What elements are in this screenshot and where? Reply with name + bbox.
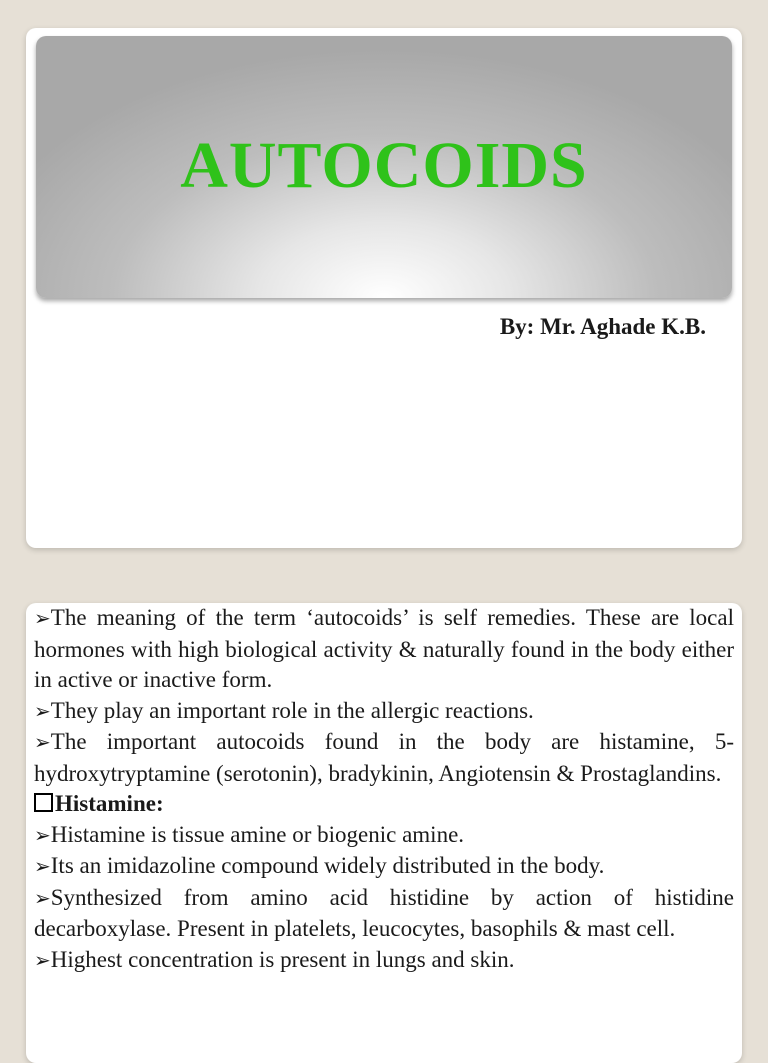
heading-text: Histamine: xyxy=(55,791,164,816)
bullet-text: The meaning of the term ‘autocoids’ is self remedies. These are local hormones with high biological activity & naturally found in the body either in active or inactive form. xyxy=(34,605,734,692)
title-slide xyxy=(26,28,742,548)
bullet-text: Highest concentration is present in lungs and skin. xyxy=(50,946,515,972)
arrow-bullet-icon: ➢ xyxy=(34,949,51,972)
bullet-item xyxy=(34,851,734,883)
author-byline: By: Mr. Aghade K.B. xyxy=(499,314,706,339)
bullet-text: Histamine is tissue amine or biogenic amine. xyxy=(50,821,465,847)
bullet-item xyxy=(34,945,734,977)
bullet-item xyxy=(34,727,734,789)
arrow-bullet-icon: ➢ xyxy=(34,732,51,754)
bullet-item xyxy=(34,696,734,728)
arrow-bullet-icon: ➢ xyxy=(34,856,51,878)
bullet-item xyxy=(34,603,734,696)
title-banner xyxy=(36,36,732,298)
slide-body xyxy=(34,603,734,976)
bullet-text: Synthesized from amino acid histidine by action of histidine decarboxylase. Present in platelets, leucocytes, basophils & mast cell. xyxy=(34,884,734,941)
bullet-item xyxy=(34,883,734,945)
checkbox-bullet-icon xyxy=(34,793,53,812)
section-heading xyxy=(34,789,734,820)
bullet-text: They play an important role in the allergic reactions. xyxy=(50,697,534,723)
arrow-bullet-icon: ➢ xyxy=(34,824,51,847)
slide-title: AUTOCOIDS xyxy=(180,129,588,202)
bullet-text: Its an imidazoline compound widely distributed in the body. xyxy=(50,853,605,878)
bullet-text: The important autocoids found in the body are histamine, 5-hydroxytryptamine (serotonin), bradykinin, Angiotensin & Prostaglandins. xyxy=(34,729,734,786)
arrow-bullet-icon: ➢ xyxy=(34,887,51,910)
arrow-bullet-icon: ➢ xyxy=(34,700,51,723)
arrow-bullet-icon: ➢ xyxy=(34,608,51,630)
bullet-item xyxy=(34,820,734,852)
content-slide xyxy=(26,603,742,1063)
